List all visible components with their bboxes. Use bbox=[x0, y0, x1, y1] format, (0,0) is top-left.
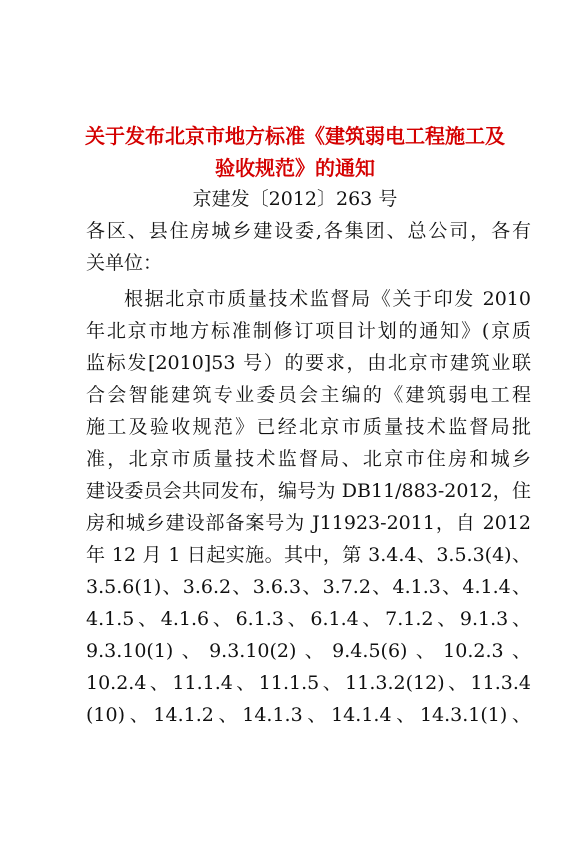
body-line-6: 准，北京市质量技术监督局、北京市住房和城乡 bbox=[86, 448, 531, 470]
body-line-1: 根据北京市质量技术监督局《关于印发 2010 bbox=[124, 288, 531, 310]
body-line-14: (10)、14.1.2、14.1.3、14.1.4、14.3.1(1)、 bbox=[86, 704, 531, 726]
body-line-5: 施工及验收规范》已经北京市质量技术监督局批 bbox=[86, 416, 531, 438]
body-line-10: 3.5.6(1)、3.6.2、3.6.3、3.7.2、4.1.3、4.1.4、 bbox=[86, 576, 531, 598]
body-line-7: 建设委员会共同发布，编号为 DB11/883-2012，住 bbox=[86, 480, 531, 502]
addressee-line-2: 关单位： bbox=[86, 252, 163, 274]
notice-title-line-1: 关于发布北京市地方标准《建筑弱电工程施工及 bbox=[85, 124, 505, 148]
addressee-line-1: 各区、县住房城乡建设委,各集团、总公司，各有 bbox=[86, 220, 531, 242]
body-line-13: 10.2.4、11.1.4、11.1.5、11.3.2(12)、11.3.4 bbox=[86, 672, 531, 694]
body-line-2: 年北京市地方标准制修订项目计划的通知》(京质 bbox=[86, 320, 531, 342]
notice-title-line-2: 验收规范》的通知 bbox=[215, 156, 375, 180]
body-line-8: 房和城乡建设部备案号为 J11923-2011，自 2012 bbox=[86, 512, 531, 534]
body-line-4: 合会智能建筑专业委员会主编的《建筑弱电工程 bbox=[86, 384, 531, 406]
body-line-11: 4.1.5、4.1.6、6.1.3、6.1.4、7.1.2、9.1.3、 bbox=[86, 608, 531, 630]
body-line-9: 年 12 月 1 日起实施。其中，第 3.4.4、3.5.3(4)、 bbox=[86, 544, 531, 566]
body-line-12: 9.3.10(1)、9.3.10(2)、9.4.5(6)、10.2.3、 bbox=[86, 640, 531, 662]
document-number: 京建发〔2012〕263 号 bbox=[192, 188, 398, 210]
body-line-3: 监标发[2010]53 号）的要求，由北京市建筑业联 bbox=[86, 352, 531, 374]
